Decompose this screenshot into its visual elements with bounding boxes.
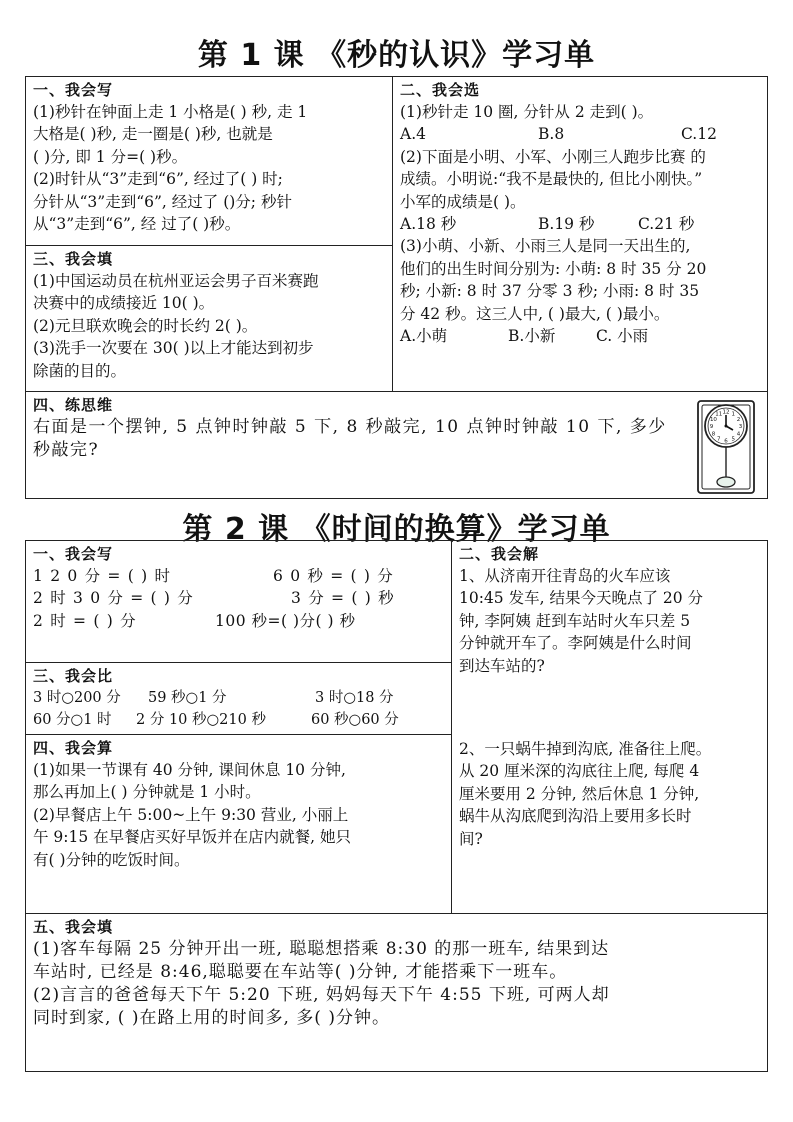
question-line: (1)秒针在钟面上走 1 小格是( ) 秒, 走 1: [33, 103, 308, 121]
lesson1-worksheet: [25, 76, 768, 499]
conversion-item: 1 2 0 分 = ( ) 时: [33, 567, 172, 585]
clock-numeral: 3: [738, 424, 743, 430]
compare-row: [33, 709, 445, 731]
compare-item: 3 时○18 分: [315, 690, 394, 706]
clock-numeral: 7: [717, 436, 721, 443]
clock-numeral: 5: [731, 436, 735, 443]
section-heading: 四、练思维: [33, 396, 114, 414]
section-heading: 四、我会算: [33, 739, 114, 757]
question-line: (2)言言的爸爸每天下午 5:20 下班, 妈妈每天下午 4:55 下班, 可两人却: [33, 985, 610, 1005]
question-line: 分针从“3”走到“6”, 经过了 ()分; 秒针: [33, 192, 292, 211]
question-line: (2)时针从“3”走到“6”, 经过了( ) 时;: [33, 170, 283, 189]
clock-numeral: 6: [724, 438, 728, 445]
clock-numeral: 10: [709, 416, 717, 423]
question-line: (2)下面是小明、小军、小刚三人跑步比赛 的: [400, 147, 706, 166]
conversion-item: 3 分 = ( ) 秒: [291, 589, 395, 608]
clock-numeral: 11: [715, 411, 723, 418]
options-row: [400, 123, 761, 145]
option: A.小萌: [400, 327, 448, 346]
options-row: [400, 325, 761, 347]
question-line: (1)秒针走 10 圈, 分针从 2 走到( )。: [400, 103, 654, 121]
option: C.21 秒: [638, 215, 695, 234]
compare-item: 60 分○1 时: [33, 712, 112, 729]
compare-item: 60 秒○60 分: [311, 712, 399, 729]
clock-numeral: 9: [709, 424, 714, 430]
clock-numeral: 12: [722, 409, 730, 416]
question-line: 车站时, 已经是 8:46,聪聪要在车站等( )分钟, 才能搭乘下一班车。: [33, 962, 568, 982]
compare-item: 3 时○200 分: [33, 690, 121, 706]
question-line: 午 9:15 在早餐店买好早饭并在店内就餐, 她只: [33, 828, 352, 847]
question-line: 蜗牛从沟底爬到沟沿上要用多长时: [459, 807, 692, 826]
pendulum-clock-icon: [690, 399, 762, 495]
compare-item: 59 秒○1 分: [148, 690, 227, 706]
l1-section-write: [26, 77, 392, 245]
question-line: 钟, 李阿姨 赶到车站时火车只差 5: [459, 611, 691, 630]
option: A.18 秒: [400, 215, 457, 234]
question-line: 小军的成绩是( )。: [400, 192, 526, 211]
question-line: 成绩。小明说:“我不是最快的, 但比小刚快。”: [400, 170, 703, 189]
option: B.小新: [508, 327, 556, 346]
option: B.8: [538, 125, 565, 144]
l1-section-thinking: [26, 392, 767, 498]
section-heading: 一、我会写: [33, 545, 114, 563]
question-line: (1)如果一节课有 40 分钟, 课间休息 10 分钟,: [33, 761, 346, 779]
question-line: 那么再加上( ) 分钟就是 1 小时。: [33, 783, 261, 802]
question-line: (1)中国运动员在杭州亚运会男子百米赛跑: [33, 272, 319, 290]
compare-row: [33, 687, 445, 709]
question-line: 有( )分钟的吃饭时间。: [33, 850, 190, 869]
option: C. 小雨: [596, 327, 649, 346]
section-heading: 一、我会写: [33, 81, 114, 99]
l2-section-solve: [452, 541, 767, 913]
question-line: 1、从济南开往青岛的火车应该: [459, 567, 671, 585]
l2-section-write: [26, 541, 451, 662]
question-line: ( )分, 即 1 分=( )秒。: [33, 147, 188, 166]
lesson1-title: 第 1 课 《秒的认识》学习单: [197, 38, 596, 73]
conversion-item: 2 时 3 0 分 = ( ) 分: [33, 589, 194, 608]
clock-numeral: 4: [736, 431, 741, 438]
conversion-item: 6 0 秒 = ( ) 分: [273, 567, 394, 585]
question-line: 从“3”走到“6”, 经 过了( )秒。: [33, 215, 241, 234]
section-heading: 三、我会填: [33, 250, 114, 268]
question-line: 秒敲完?: [33, 440, 100, 460]
options-row: [400, 213, 761, 235]
compare-item: 2 分 10 秒○210 秒: [136, 712, 266, 729]
lesson2-title: 第 2 课 《时间的换算》学习单: [182, 512, 611, 547]
question-line: 他们的出生时间分别为: 小萌: 8 时 35 分 20: [400, 259, 707, 278]
question-line: 间?: [459, 829, 483, 848]
question-line: 10:45 发车, 结果今天晚点了 20 分: [459, 589, 704, 608]
l2-section-fill: [26, 914, 767, 1071]
question-line: 秒; 小新: 8 时 37 分零 3 秒; 小雨: 8 时 35: [400, 282, 700, 301]
question-line: 大格是( )秒, 走一圈是( )秒, 也就是: [33, 125, 273, 144]
conversion-row: [33, 610, 445, 632]
section-heading: 二、我会解: [459, 545, 540, 563]
clock-numeral: 1: [731, 411, 735, 418]
clock-numeral: 8: [711, 431, 716, 438]
question-line: 2、一只蜗牛掉到沟底, 准备往上爬。: [459, 740, 712, 759]
clock-numeral: 2: [736, 416, 741, 423]
l1-section-fill: [26, 246, 392, 391]
question-line: 同时到家, ( )在路上用的时间多, 多( )分钟。: [33, 1008, 390, 1028]
l1-section-choose: [393, 77, 767, 391]
l2-section-calculate: [26, 735, 451, 913]
question-line: 右面是一个摆钟, 5 点钟时钟敲 5 下, 8 秒敲完, 10 点钟时钟敲 10 下, 多少: [33, 417, 667, 437]
conversion-item: 100 秒=( )分( ) 秒: [215, 611, 356, 630]
question-line: (1)客车每隔 25 分钟开出一班, 聪聪想搭乘 8:30 的那一班车, 结果到达: [33, 939, 610, 959]
question-line: (3)小萌、小新、小雨三人是同一天出生的,: [400, 237, 691, 256]
option: C.12: [681, 125, 717, 144]
option: B.19 秒: [538, 215, 595, 234]
question-line: 厘米要用 2 分钟, 然后休息 1 分钟,: [459, 784, 700, 803]
question-line: 到达车站的?: [459, 656, 545, 675]
section-heading: 五、我会填: [33, 918, 114, 936]
question-line: 分 42 秒。这三人中, ( )最大, ( )最小。: [400, 304, 670, 323]
option: A.4: [400, 125, 426, 144]
section-heading: 二、我会选: [400, 81, 481, 99]
lesson2-worksheet: [25, 540, 768, 1072]
question-line: 分钟就开车了。李阿姨是什么时间: [459, 634, 692, 653]
question-line: (2)早餐店上午 5:00~上午 9:30 营业, 小丽上: [33, 805, 349, 824]
section-heading: 三、我会比: [33, 667, 114, 685]
conversion-row: [33, 587, 445, 609]
question-line: 除菌的目的。: [33, 361, 127, 380]
conversion-row: [33, 565, 445, 587]
conversion-item: 2 时 = ( ) 分: [33, 611, 137, 630]
question-line: 决赛中的成绩接近 10( )。: [33, 294, 215, 313]
question-line: 从 20 厘米深的沟底往上爬, 每爬 4: [459, 762, 700, 781]
l2-section-compare: [26, 663, 451, 734]
question-line: (2)元旦联欢晚会的时长约 2( )。: [33, 316, 258, 335]
question-line: (3)洗手一次要在 30( )以上才能达到初步: [33, 339, 314, 358]
